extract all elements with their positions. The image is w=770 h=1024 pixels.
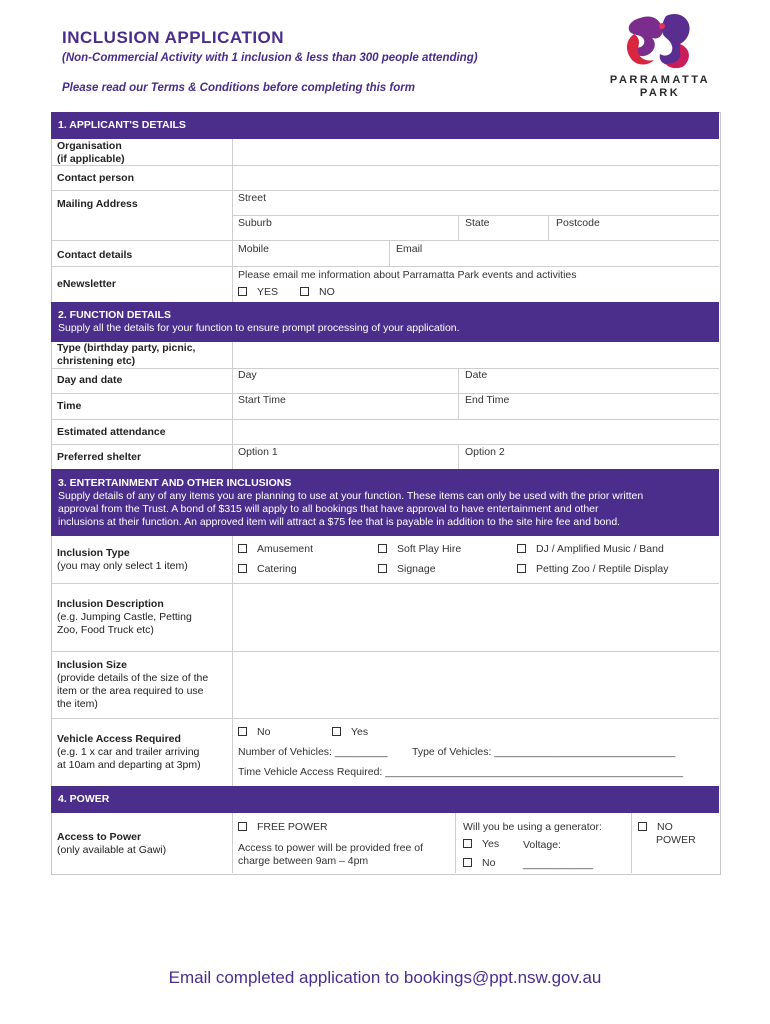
generator-yes[interactable]: Yes	[463, 838, 499, 851]
section3-intro-3: inclusions at their function. An approved item will attract a $75 fee that is payable in addition to the site hire fee and bond.	[58, 516, 621, 528]
shelter-option1-field[interactable]: Option 1	[238, 446, 278, 458]
option-catering[interactable]: Catering	[238, 563, 297, 576]
contact-person-label: Contact person	[57, 172, 135, 184]
mobile-field[interactable]: Mobile	[238, 243, 269, 255]
logo-text-line2: PARK	[639, 87, 681, 99]
email-field[interactable]: Email	[396, 243, 423, 255]
generator-question: Will you be using a generator:	[463, 821, 602, 833]
section2-intro: Supply all the details for your function to ensure prompt processing of your application.	[58, 322, 460, 334]
logo-text-line1: PARRAMATTA	[609, 74, 711, 86]
section3-intro-2: approval from the Trust. A bond of $315 will apply to all bookings that have approval to have entertainment and other	[58, 503, 599, 515]
function-type-label: Type (birthday party, picnic, christening etc)	[57, 342, 196, 367]
section4-header	[51, 786, 719, 813]
section2-heading: 2. FUNCTION DETAILS	[58, 309, 171, 321]
checkbox-icon[interactable]	[238, 544, 247, 553]
inclusion-type-label: Inclusion Type (you may only select 1 item)	[57, 547, 188, 572]
enewsletter-label: eNewsletter	[57, 278, 116, 290]
terms-note: Please read our Terms & Conditions before completing this form	[62, 82, 415, 94]
shelter-label: Preferred shelter	[57, 451, 142, 463]
form-subtitle: (Non-Commercial Activity with 1 inclusion & less than 300 people attending)	[62, 52, 478, 64]
vehicle-access-label: Vehicle Access Required (e.g. 1 x car and trailer arriving at 10am and departing at 3pm)	[57, 733, 201, 771]
no-power-option[interactable]: NO POWER	[638, 821, 696, 847]
time-label: Time	[57, 400, 82, 412]
contact-details-label: Contact details	[57, 249, 133, 261]
section3-heading: 3. ENTERTAINMENT AND OTHER INCLUSIONS	[58, 477, 292, 489]
access-power-label: Access to Power (only available at Gawi)	[57, 831, 167, 856]
inclusion-size-label: Inclusion Size (provide details of the size of the item or the area required to use the item)	[57, 659, 209, 710]
voltage-field[interactable]: ____________	[523, 858, 594, 870]
enewsletter-text: Please email me information about Parramatta Park events and activities	[238, 269, 577, 281]
checkbox-icon[interactable]	[238, 727, 247, 736]
option-petting-zoo[interactable]: Petting Zoo / Reptile Display	[517, 563, 668, 576]
inclusion-description-label: Inclusion Description (e.g. Jumping Castle, Petting Zoo, Food Truck etc)	[57, 598, 192, 636]
start-time-field[interactable]: Start Time	[238, 394, 286, 406]
option-amusement[interactable]: Amusement	[238, 543, 313, 556]
street-field[interactable]: Street	[238, 192, 267, 204]
checkbox-icon[interactable]	[332, 727, 341, 736]
vehicle-yes[interactable]: Yes	[332, 726, 368, 739]
section4-heading: 4. POWER	[58, 793, 110, 805]
section1-header	[51, 112, 719, 139]
shelter-option2-field[interactable]: Option 2	[465, 446, 505, 458]
checkbox-icon[interactable]	[300, 287, 309, 296]
date-field[interactable]: Date	[465, 369, 488, 381]
option-dj[interactable]: DJ / Amplified Music / Band	[517, 543, 664, 556]
organisation-label: Organisation (if applicable)	[57, 140, 125, 165]
checkbox-icon[interactable]	[238, 287, 247, 296]
option-soft-play[interactable]: Soft Play Hire	[378, 543, 461, 556]
checkbox-icon[interactable]	[238, 822, 247, 831]
num-vehicles-field[interactable]: Number of Vehicles: _________	[238, 746, 388, 758]
checkbox-icon[interactable]	[517, 544, 526, 553]
checkbox-icon[interactable]	[638, 822, 647, 831]
checkbox-icon[interactable]	[378, 544, 387, 553]
vehicle-no[interactable]: No	[238, 726, 270, 739]
voltage-label: Voltage:	[523, 839, 561, 851]
type-vehicles-field[interactable]: Type of Vehicles: _______________________________	[412, 746, 676, 758]
option-signage[interactable]: Signage	[378, 563, 436, 576]
enewsletter-yes[interactable]: YES	[238, 286, 278, 299]
checkbox-icon[interactable]	[238, 564, 247, 573]
attendance-label: Estimated attendance	[57, 426, 166, 438]
time-vehicle-field[interactable]: Time Vehicle Access Required: ___________________________________________________	[238, 766, 684, 778]
mailing-address-label: Mailing Address	[57, 198, 138, 210]
day-date-label: Day and date	[57, 374, 123, 386]
generator-no[interactable]: No	[463, 857, 495, 870]
end-time-field[interactable]: End Time	[465, 394, 510, 406]
section3-header	[51, 469, 719, 536]
postcode-field[interactable]: Postcode	[556, 217, 600, 229]
footer-email-note: Email completed application to bookings@ppt.nsw.gov.au	[168, 968, 602, 987]
birds-logo-icon	[604, 10, 716, 72]
state-field[interactable]: State	[465, 217, 490, 229]
enewsletter-no[interactable]: NO	[300, 286, 335, 299]
free-power-option[interactable]: FREE POWER	[238, 821, 328, 834]
checkbox-icon[interactable]	[463, 839, 472, 848]
parramatta-park-logo	[604, 10, 716, 100]
form-title: INCLUSION APPLICATION	[62, 28, 285, 47]
checkbox-icon[interactable]	[378, 564, 387, 573]
section1-heading: 1. APPLICANT'S DETAILS	[58, 119, 186, 131]
checkbox-icon[interactable]	[463, 858, 472, 867]
checkbox-icon[interactable]	[517, 564, 526, 573]
free-power-note: Access to power will be provided free of charge between 9am – 4pm	[238, 842, 424, 867]
suburb-field[interactable]: Suburb	[238, 217, 272, 229]
day-field[interactable]: Day	[238, 369, 257, 381]
section3-intro-1: Supply details of any of any items you are planning to use at your function. These items can only be used with the prior written	[58, 490, 644, 502]
section2-header	[51, 302, 719, 342]
